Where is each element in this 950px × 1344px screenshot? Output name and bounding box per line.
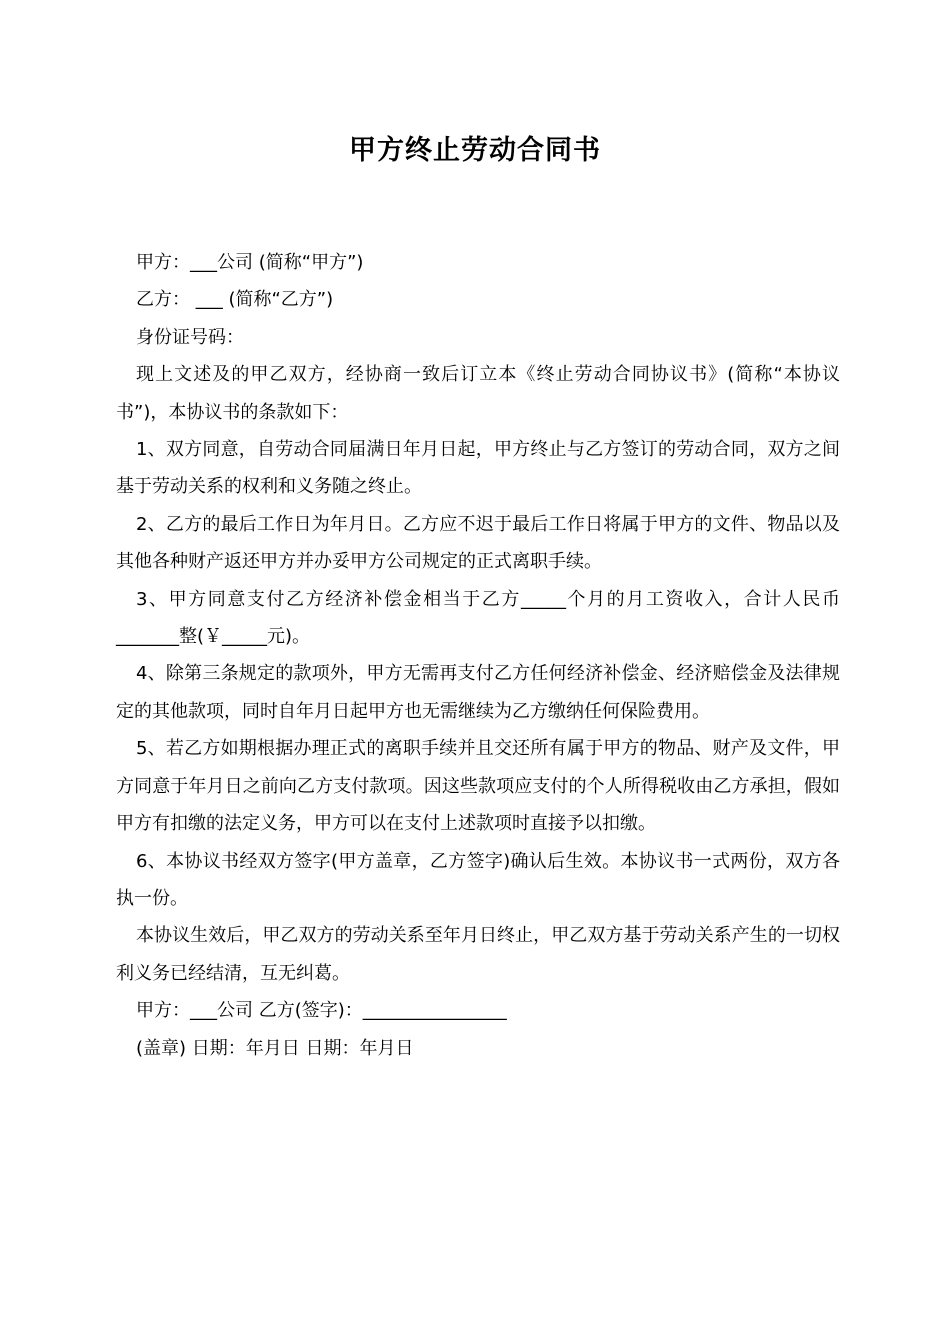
party-b-line: 乙方： ___ (简称“乙方”): [136, 289, 334, 311]
clause-6: 6、本协议书经双方签字(甲方盖章，乙方签字)确认后生效。本协议书一式两份，双方各执一份。: [116, 850, 840, 909]
document-body: [116, 244, 840, 1067]
signature-line: 甲方：___公司 乙方(签字)：________________: [136, 1000, 507, 1022]
clause-2: 2、乙方的最后工作日为年月日。乙方应不迟于最后工作日将属于甲方的文件、物品以及其他各种财产返还甲方并办妥甲方公司规定的正式离职手续。: [116, 513, 840, 573]
document-title: 甲方终止劳动合同书: [349, 135, 601, 166]
party-a-line: 甲方：___公司 (简称“甲方”): [136, 252, 364, 273]
date-line: (盖章) 日期：年月日 日期：年月日: [136, 1037, 414, 1059]
clause-1: 1、双方同意，自劳动合同届满日年月日起，甲方终止与乙方签订的劳动合同，双方之间基于劳动关系的权利和义务随之终止。: [116, 439, 840, 498]
intro-paragraph: 现上文述及的甲乙双方，经协商一致后订立本《终止劳动合同协议书》(简称“本协议书”)，本协议书的条款如下：: [116, 364, 840, 423]
clause-3: 3、甲方同意支付乙方经济补偿金相当于乙方_____个月的月工资收入，合计人民币_______整(￥_____元)。: [116, 588, 840, 648]
clause-4: 4、除第三条规定的款项外，甲方无需再支付乙方任何经济补偿金、经济赔偿金及法律规定的其他款项，同时自年月日起甲方也无需继续为乙方缴纳任何保险费用。: [116, 663, 840, 722]
closing-paragraph: 本协议生效后，甲乙双方的劳动关系至年月日终止，甲乙双方基于劳动关系产生的一切权利义务已经结清，互无纠葛。: [116, 925, 840, 984]
clause-5: 5、若乙方如期根据办理正式的离职手续并且交还所有属于甲方的物品、财产及文件，甲方同意于年月日之前向乙方支付款项。因这些款项应支付的个人所得税收由乙方承担，假如甲方有扣缴的法定义务，甲方可以在支付上述款项时直接予以扣缴。: [116, 738, 840, 835]
id-number-line: 身份证号码：: [136, 326, 244, 348]
